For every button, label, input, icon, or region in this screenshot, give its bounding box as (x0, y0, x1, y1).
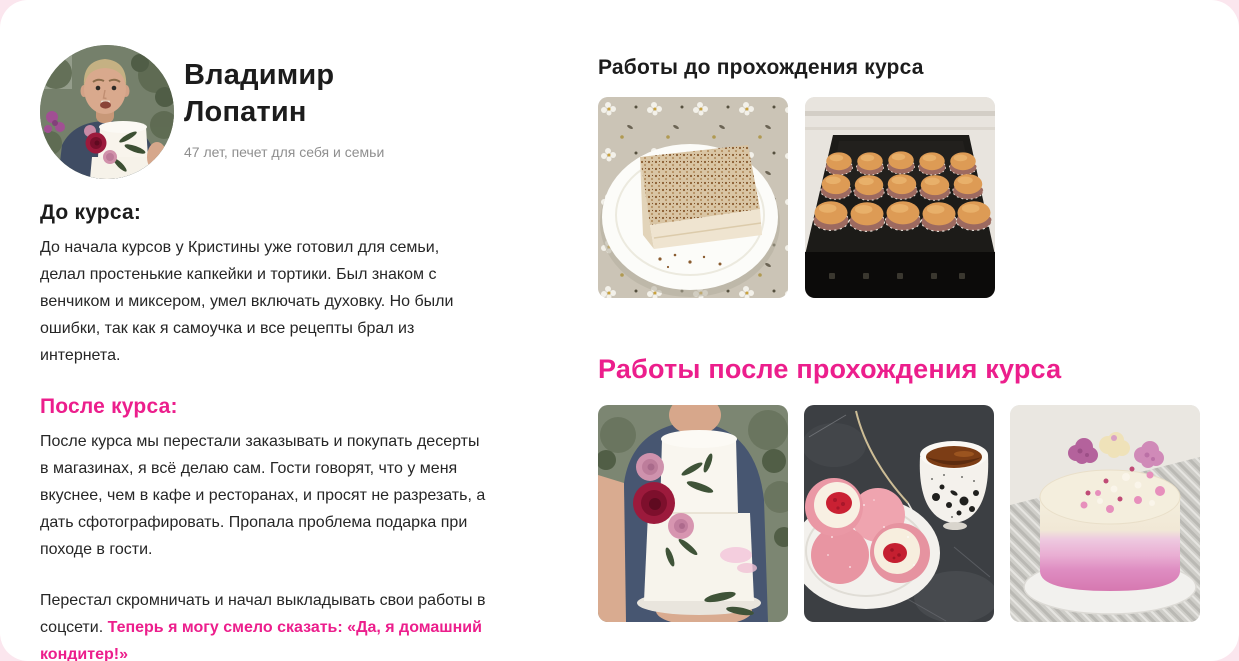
after-course-heading: После курса: (40, 395, 178, 418)
photo-mochi-and-tea (804, 405, 994, 622)
before-course-heading: До курса: (40, 201, 142, 224)
profile-subtitle: 47 лет, печет для себя и семьи (184, 143, 385, 160)
photo-muffins-in-oven (805, 97, 995, 298)
photo-tiramisu-cake (598, 97, 788, 298)
works-after-photo-row (598, 405, 1210, 622)
works-before-heading: Работы до прохождения курса (598, 56, 924, 79)
works-gallery-column (598, 56, 1210, 622)
photo-pink-ombre-cake (1010, 405, 1200, 622)
after-course-paragraph-2 (40, 587, 488, 661)
avatar-photo-illustration (40, 45, 174, 179)
tiered-rose-cake-illustration (598, 405, 788, 622)
profile-name: Владимир Лопатин (184, 59, 335, 128)
before-course-paragraph: До начала курсов у Кристины уже готовил для семьи, делал простенькие капкейки и тортики. Был знаком с венчиком и миксером, умел включать духовку. Но были ошибки, так как я самоучка и все рецепты брал из интернета. (40, 239, 454, 364)
after-course-paragraph: После курса мы перестали заказывать и покупать десерты в магазинах, я всё делаю сам. Гости говорят, что у меня вкуснее, чем в кафе и ресторанах, и просят не разрезать, а дать сфотографировать. Пропала проблема подарка при походе в гости. (40, 433, 486, 558)
after-course-highlight-quote: Теперь я могу смело сказать: «Да, я домашний кондитер!» (40, 619, 482, 661)
muffins-illustration (805, 97, 995, 298)
works-after-heading: Работы после прохождения курса (598, 354, 1062, 384)
works-before-photo-row (598, 97, 1210, 298)
profile-name-block (184, 45, 384, 160)
avatar (40, 45, 174, 179)
mochi-and-tea-illustration (804, 405, 994, 622)
photo-tiered-rose-cake (598, 405, 788, 622)
profile-header (40, 45, 488, 179)
testimonial-text-column (40, 45, 488, 661)
tiramisu-cake-illustration (598, 97, 788, 298)
pink-ombre-cake-illustration (1010, 405, 1200, 622)
after-course-paragraph-2-plain: Перестал скромничать и начал выкладывать свои работы в соцсети. (40, 592, 486, 636)
